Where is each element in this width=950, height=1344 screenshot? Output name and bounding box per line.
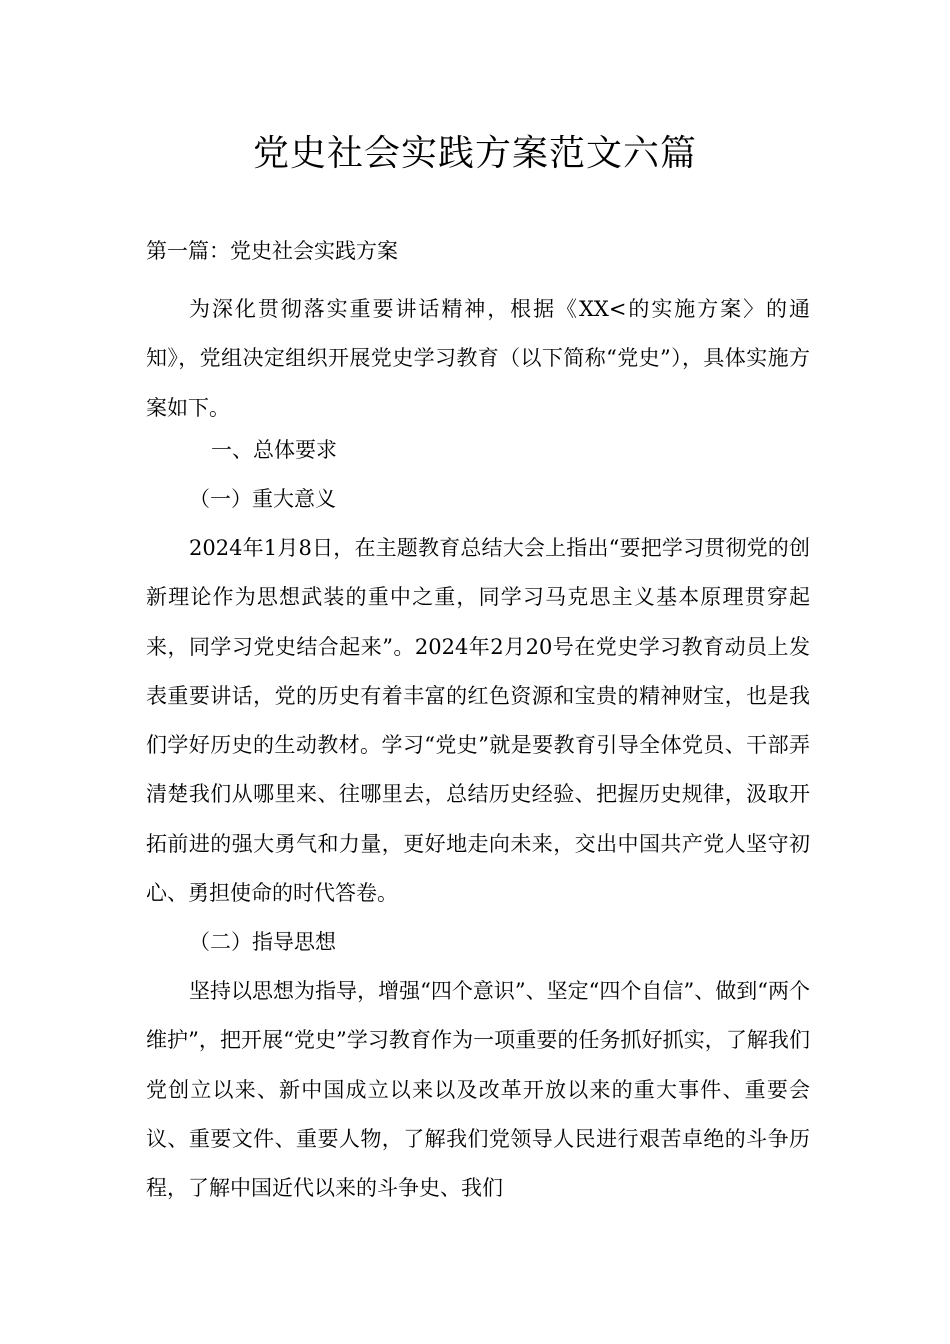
guiding-ideology-paragraph: 坚持以思想为指导，增强“四个意识”、坚定“四个自信”、做到“两个维护”，把开展“党史”学习教育作为一项重要的任务抓好抓实，了解我们党创立以来、新中国成立以来以及改革开放以来的重大事件、重要会议、重要文件、重要人物，了解我们党领导人民进行艰苦卓绝的斗争历程，了解中国近代以来的斗争史、我们 [146,979,810,1201]
intro-paragraph: 为深化贯彻落实重要讲话精神，根据《XX<的实施方案〉的通知》，党组决定组织开展党史学习教育（以下简称“党史”），具体实施方案如下。 [146,297,810,420]
section-heading-overall-requirements: 一、总体要求 [211,438,337,462]
subsection-heading-significance: （一）重大意义 [189,487,336,511]
part-heading: 第一篇：党史社会实践方案 [146,239,398,263]
subsection-heading-guiding-ideology: （二）指导思想 [189,930,336,954]
significance-paragraph: 2024年1月8日，在主题教育总结大会上指出“要把学习贯彻党的创新理论作为思想武装的重中之重，同学习马克思主义基本原理贯穿起来，同学习党史结合起来”。2024年2月20号在党史学习教育动员上发表重要讲话，党的历史有着丰富的红色资源和宝贵的精神财宝，也是我们学好历史的生动教材。学习“党史”就是要教育引导全体党员、干部弄清楚我们从哪里来、往哪里去，总结历史经验、把握历史规律，汲取开拓前进的强大勇气和力量，更好地走向未来，交出中国共产党人坚守初心、勇担使命的时代答卷。 [146,536,810,906]
document-title: 党史社会实践方案范文六篇 [252,133,697,174]
